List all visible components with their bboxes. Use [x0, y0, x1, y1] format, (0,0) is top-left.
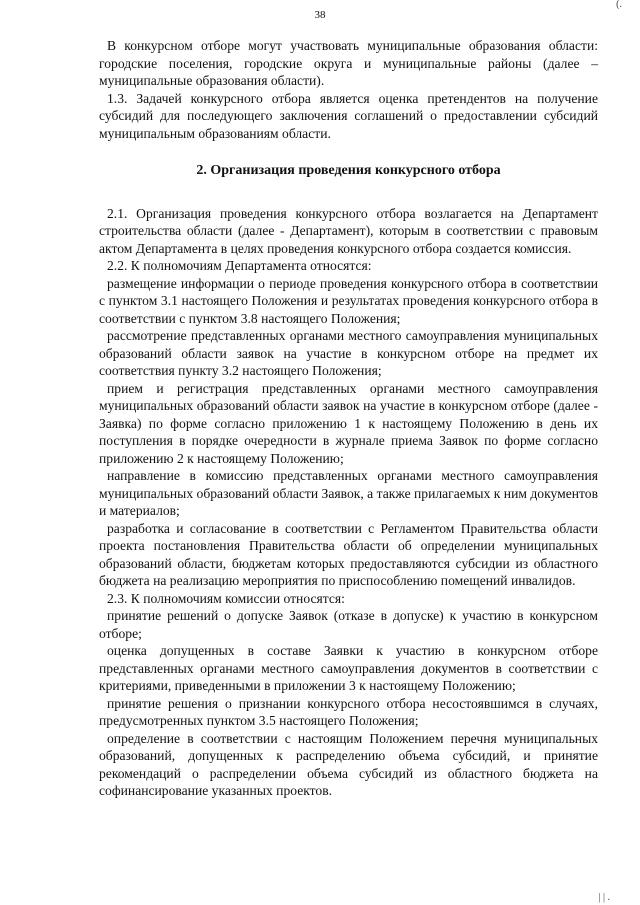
paragraph: 2.1. Организация проведения конкурсного отбора возлагается на Департамент строительства области (далее - Департамент), которым в соответствии с правовым актом Департамента в целях проведения конкурсного отбора создается комиссия.: [99, 205, 598, 256]
paragraph: принятие решений о допуске Заявок (отказе в допуске) к участию в конкурсном отборе;: [99, 608, 598, 641]
section-heading: 2. Организация проведения конкурсного отбора: [196, 163, 501, 178]
scan-mark-bottom: | | .: [598, 892, 610, 903]
document-body: [99, 37, 598, 800]
paragraph: размещение информации о периоде проведения конкурсного отбора в соответствии с пунктом 3.1 настоящего Положения и результатах проведения конкурсного отбора в соответствии с пунктом 3.8 настоящего Положения;: [99, 275, 598, 326]
paragraph: 2.2. К полномочиям Департамента относятся:: [107, 258, 372, 273]
paragraph: определение в соответствии с настоящим Положением перечня муниципальных образований, допущенных к распределению объема субсидий, и принятие рекомендаций о распределении объема субсидий из областного бюджета на софинансирование указанных проектов.: [99, 730, 598, 798]
paragraph: В конкурсном отборе могут участвовать муниципальные образования области: городские поселения, городские округа и муниципальные районы (далее – муниципальные образования области).: [99, 38, 598, 88]
scan-mark-top: (.: [616, 0, 622, 10]
paragraph: принятие решения о признании конкурсного отбора несостоявшимся в случаях, предусмотренных пунктом 3.5 настоящего Положения;: [99, 695, 598, 728]
paragraph: 2.3. К полномочиям комиссии относятся:: [107, 590, 345, 606]
paragraph: 1.3. Задачей конкурсного отбора является оценка претендентов на получение субсидий для последующего заключения соглашений о предоставлении субсидий муниципальным образованиям области.: [99, 90, 598, 141]
paragraph: направление в комиссию представленных органами местного самоуправления муниципальных образований области Заявок, а также прилагаемых к ним документов и материалов;: [99, 468, 598, 518]
paragraph: оценка допущенных в составе Заявки к участию в конкурсном отборе представленных органами местного самоуправления документов в соответствии с критериями, приведенными в приложении 3 к настоящему Положению;: [99, 643, 598, 693]
paragraph: разработка и согласование в соответствии с Регламентом Правительства области проекта постановления Правительства области об определении муниципальных образований области, бюджетам которых предоставляются субсидии из областного бюджета на реализацию мероприятия по приспособлению помещений инвалидов.: [99, 520, 598, 588]
paragraph: прием и регистрация представленных органами местного самоуправления муниципальных образований области заявок на участие в конкурсном отборе (далее - Заявка) по форме согласно приложению 1 к настоящему Положению в день их поступления в порядке очередности в журнале приема Заявок по форме согласно приложению 2 к настоящему Положению;: [99, 380, 598, 466]
page-number: 38: [314, 9, 326, 21]
paragraph: рассмотрение представленных органами местного самоуправления муниципальных образований области заявок на участие в конкурсном отборе на предмет их соответствия пункту 3.2 настоящего Положения;: [99, 328, 598, 378]
